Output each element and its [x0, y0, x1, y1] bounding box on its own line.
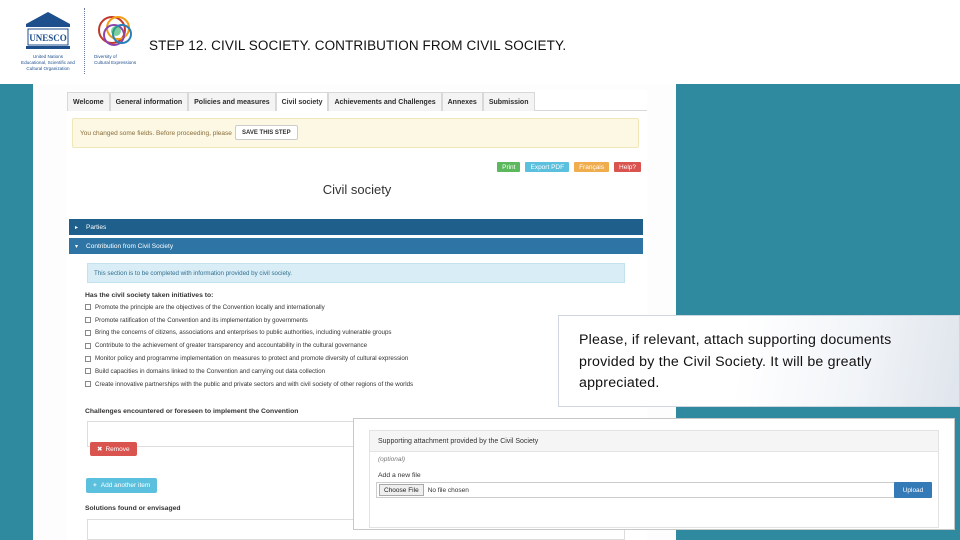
attachment-zoom [353, 418, 955, 530]
svg-text:Cultural Organization: Cultural Organization [26, 66, 70, 71]
diversity-logo [88, 8, 146, 78]
tab-submission[interactable]: Submission [483, 92, 535, 111]
tab-welcome[interactable]: Welcome [67, 92, 110, 111]
unesco-logo [12, 8, 84, 78]
checkbox-label: Promote ratification of the Convention and its implementation by governments [95, 316, 308, 324]
initiatives-checklist [85, 301, 413, 391]
add-item-label: Add another item [100, 482, 151, 489]
checkbox-label: Contribute to the achievement of greater transparency and accountability in the cultural governance [95, 342, 368, 350]
checkbox[interactable] [85, 381, 91, 387]
svg-text:Diversity of: Diversity of [94, 54, 117, 59]
upload-button[interactable]: Upload [894, 482, 932, 498]
checkbox-item[interactable] [85, 352, 413, 365]
save-step-button[interactable]: SAVE THIS STEP [235, 125, 298, 140]
section-parties-label: Parties [86, 223, 107, 231]
page-title: Civil society [322, 182, 392, 197]
checkbox-item[interactable] [85, 365, 413, 378]
checkbox-label: Build capacities in domains linked to the Convention and carrying out data collection [95, 367, 326, 375]
chevron-down-icon: ▾ [75, 243, 79, 250]
checkbox-item[interactable] [85, 301, 413, 314]
add-file-label: Add a new file [378, 472, 421, 479]
svg-text:UNESCO: UNESCO [29, 33, 67, 43]
attachment-panel [369, 430, 939, 528]
initiatives-question: Has the civil society taken initiatives to: [85, 292, 214, 299]
checkbox-item[interactable] [85, 339, 413, 352]
help-button[interactable]: Help? [614, 162, 641, 172]
action-buttons [497, 162, 641, 172]
section-contribution-label: Contribution from Civil Society [86, 242, 174, 250]
chevron-right-icon: ▸ [75, 224, 79, 231]
section-contribution[interactable] [69, 238, 643, 254]
checkbox-item[interactable] [85, 378, 413, 391]
remove-label: Remove [105, 445, 130, 453]
svg-text:Educational, Scientific and: Educational, Scientific and [21, 60, 75, 65]
svg-text:United Nations: United Nations [32, 54, 64, 59]
callout-box [558, 315, 960, 407]
tab-general-information[interactable]: General information [110, 92, 189, 111]
file-status: No file chosen [427, 486, 469, 494]
choose-file-button[interactable]: Choose File [379, 484, 424, 496]
attachment-header: Supporting attachment provided by the Civil Society [370, 431, 938, 452]
optional-note: (optional) [378, 456, 406, 463]
callout-text: Please, if relevant, attach supporting documents provided by the Civil Society. It will be greatly appreciated. [579, 332, 892, 391]
remove-button[interactable] [90, 442, 137, 456]
step-tabs [67, 92, 647, 111]
checkbox-label: Monitor policy and programme implementation on measures to protect and promote diversity of cultural expression [95, 355, 409, 363]
close-icon: ✖ [97, 446, 103, 453]
checkbox[interactable] [85, 343, 91, 349]
info-alert: This section is to be completed with information provided by civil society. [87, 263, 625, 283]
checkbox[interactable] [85, 317, 91, 323]
checkbox-item[interactable] [85, 327, 413, 340]
solutions-label: Solutions found or envisaged [85, 505, 181, 512]
export-pdf-button[interactable]: Export PDF [525, 162, 569, 172]
checkbox[interactable] [85, 368, 91, 374]
checkbox[interactable] [85, 330, 91, 336]
francais-button[interactable]: Français [574, 162, 609, 172]
tab-policies-and-measures[interactable]: Policies and measures [188, 92, 275, 111]
checkbox-label: Create innovative partnerships with the public and private sectors and with civil society of other regions of the worlds [95, 380, 414, 388]
checkbox-label: Bring the concerns of citizens, associations and enterprises to public authorities, including vulnerable groups [95, 329, 392, 337]
checkbox[interactable] [85, 304, 91, 310]
tab-civil-society[interactable]: Civil society [276, 92, 329, 111]
print-button[interactable]: Print [497, 162, 520, 172]
tab-achievements-and-challenges[interactable]: Achievements and Challenges [328, 92, 441, 111]
slide-title: STEP 12. CIVIL SOCIETY. CONTRIBUTION FROM CIVIL SOCIETY. [149, 38, 567, 53]
section-parties[interactable] [69, 219, 643, 235]
challenges-label: Challenges encountered or foreseen to implement the Convention [85, 408, 299, 415]
header-band [0, 0, 960, 84]
file-input[interactable] [376, 482, 898, 498]
svg-text:Cultural Expressions: Cultural Expressions [94, 60, 137, 65]
add-item-button[interactable] [86, 478, 157, 493]
logo-divider [84, 8, 85, 74]
unsaved-warning [72, 118, 639, 148]
checkbox-item[interactable] [85, 314, 413, 327]
plus-icon: + [93, 482, 97, 489]
checkbox[interactable] [85, 356, 91, 362]
tab-annexes[interactable]: Annexes [442, 92, 483, 111]
warning-text: You changed some fields. Before proceeding, please [80, 130, 232, 137]
checkbox-label: Promote the principle are the objectives of the Convention locally and internationally [95, 303, 325, 311]
